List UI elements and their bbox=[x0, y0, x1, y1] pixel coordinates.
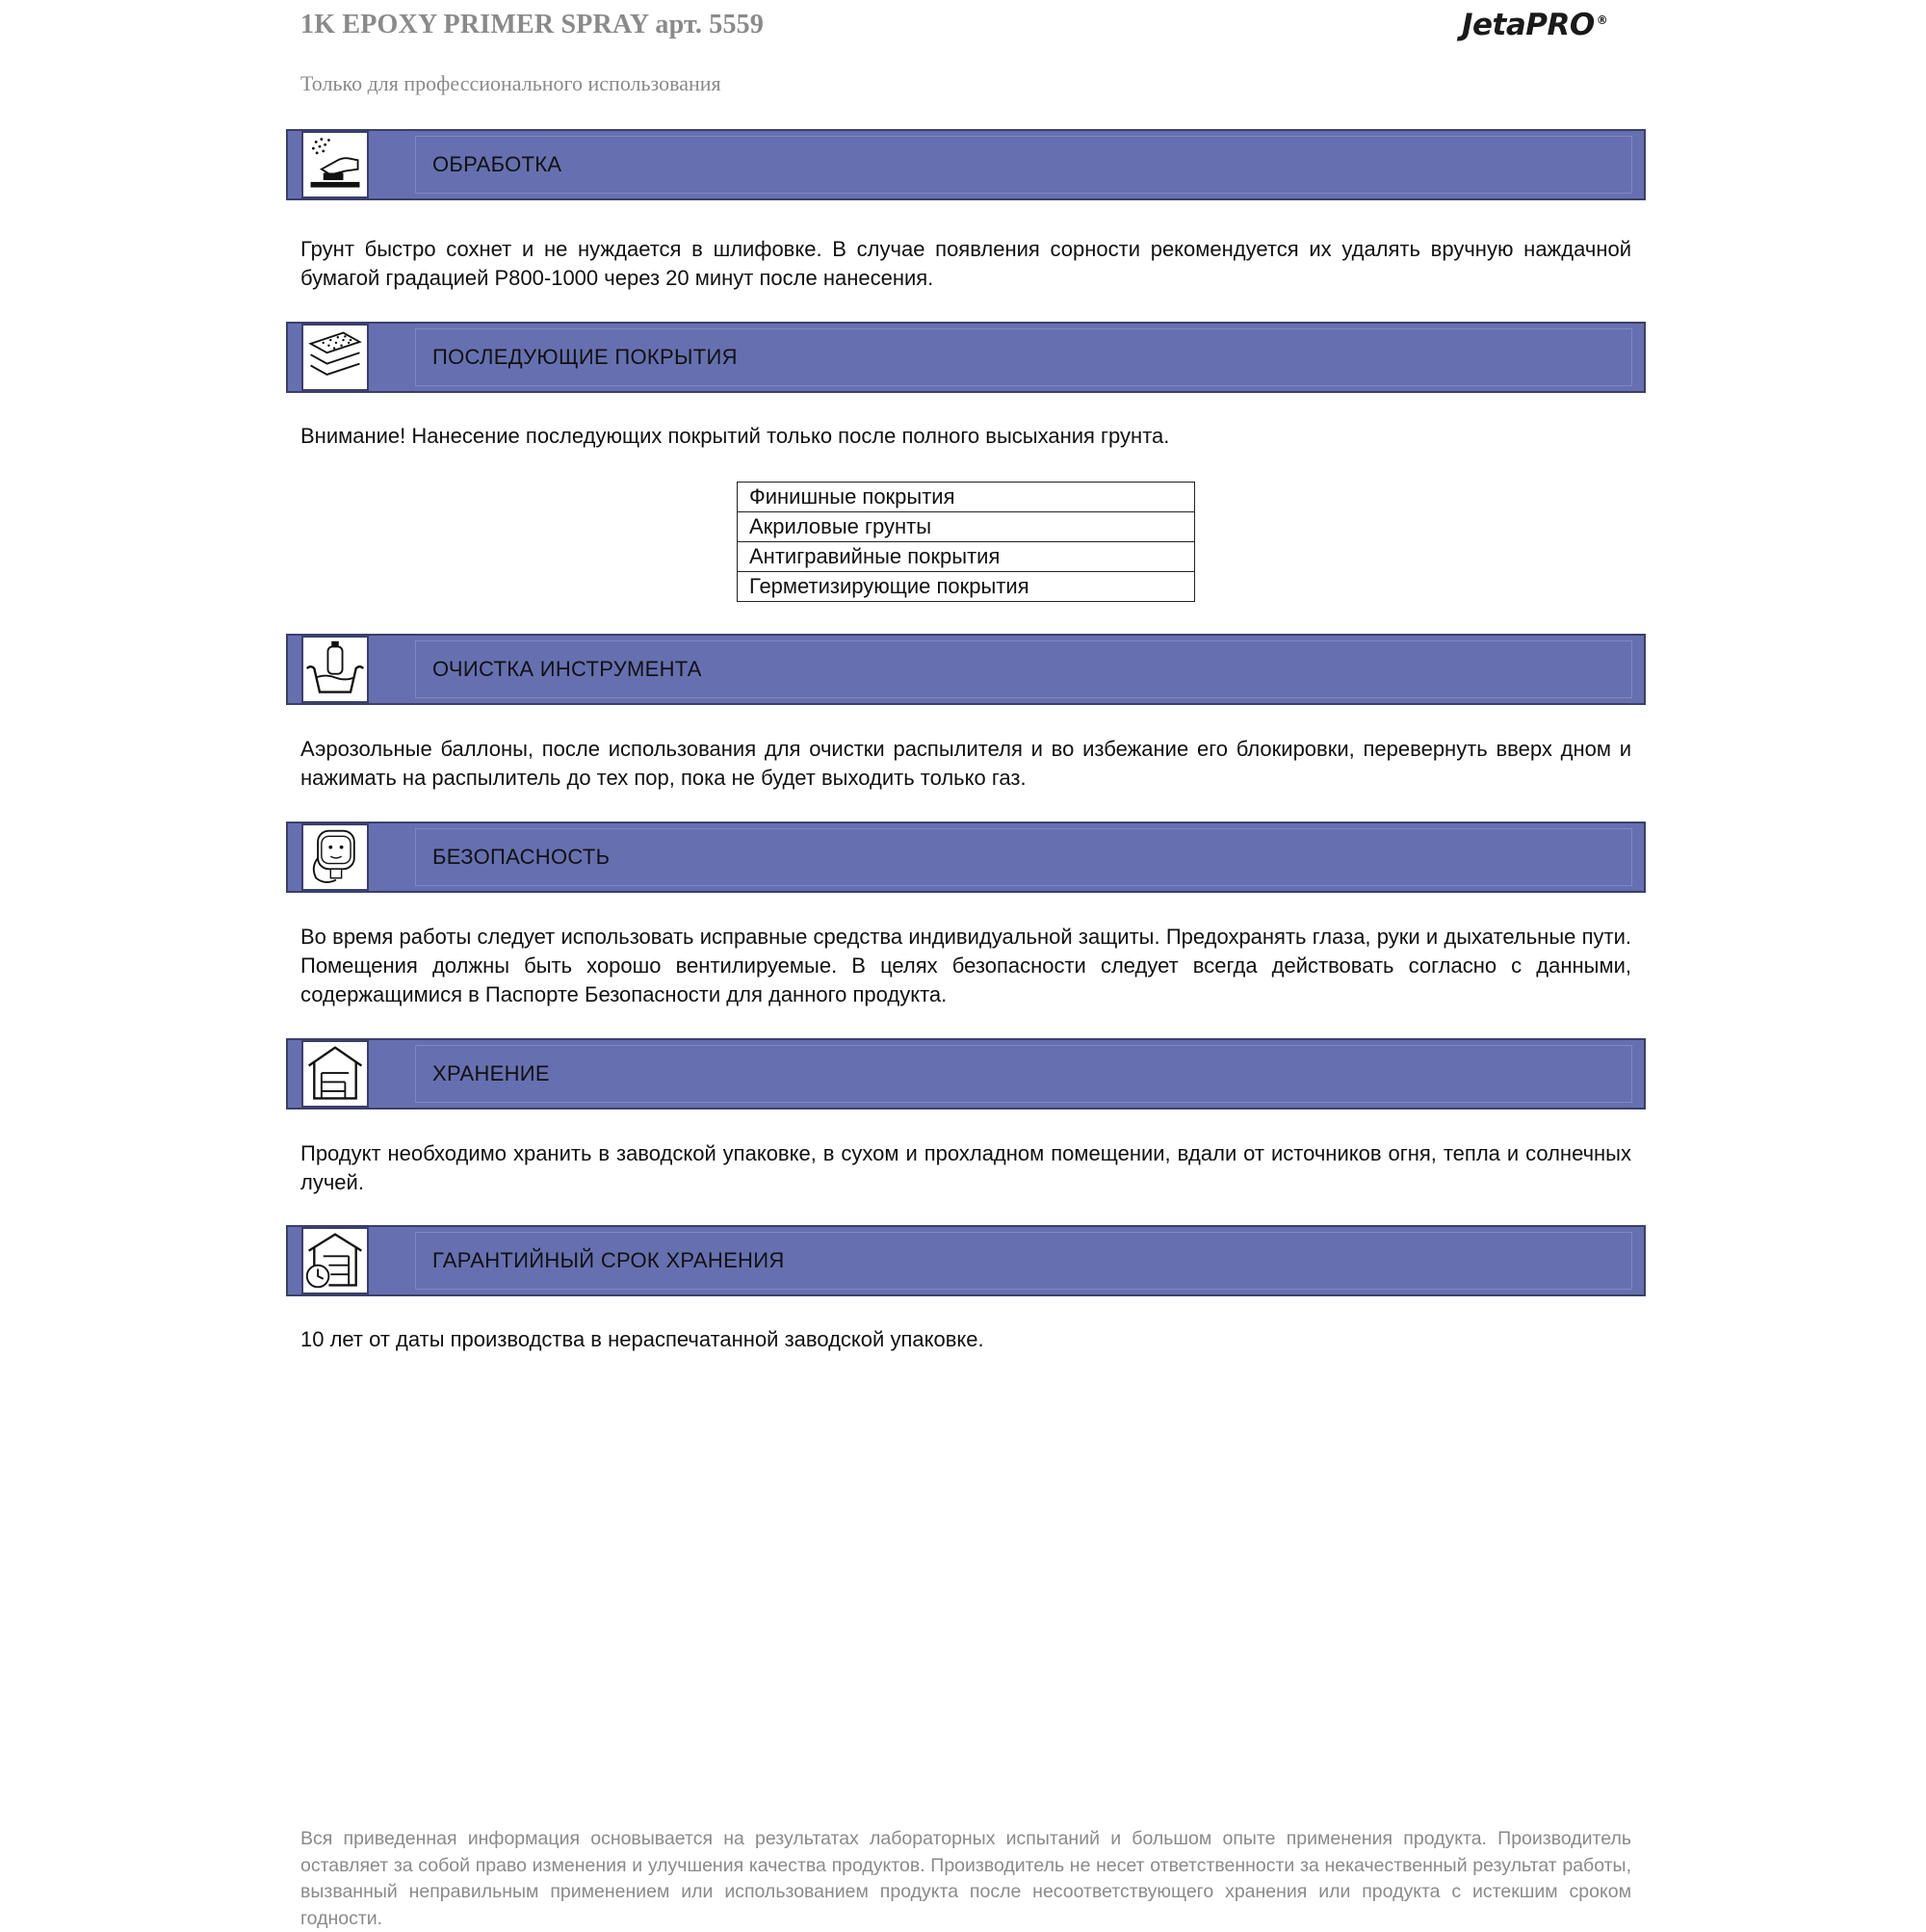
section-header-subsequent-coatings bbox=[286, 322, 1646, 393]
page-subtitle: Только для профессионального использования bbox=[300, 71, 721, 95]
warehouse-clock-icon bbox=[301, 1227, 369, 1294]
warehouse-icon bbox=[301, 1040, 369, 1108]
table-row bbox=[738, 512, 1195, 542]
page-title: 1K EPOXY PRIMER SPRAY арт. 5559 bbox=[300, 10, 765, 39]
face-shield-respirator-icon bbox=[301, 823, 369, 891]
section-title: ОЧИСТКА ИНСТРУМЕНТА bbox=[432, 657, 702, 681]
section-title: БЕЗОПАСНОСТЬ bbox=[432, 845, 611, 869]
section-header-shelf-life bbox=[286, 1225, 1646, 1296]
section-text-shelf-life: 10 лет от даты производства в нераспечатанной заводской упаковке. bbox=[300, 1327, 984, 1351]
section-title: ОБРАБОТКА bbox=[432, 152, 562, 176]
table-row bbox=[738, 483, 1195, 512]
section-text-subsequent-coatings: Внимание! Нанесение последующих покрытий только после полного высыхания грунта. bbox=[300, 424, 1170, 448]
table-cell: Герметизирующие покрытия bbox=[738, 572, 1195, 602]
coatings-table bbox=[737, 482, 1195, 602]
table-cell: Акриловые грунты bbox=[738, 512, 1195, 542]
table-row bbox=[738, 542, 1195, 572]
spray-can-cleaning-icon bbox=[301, 636, 369, 703]
brand-logo bbox=[1462, 8, 1607, 46]
section-header-storage bbox=[286, 1038, 1646, 1110]
section-title: ГАРАНТИЙНЫЙ СРОК ХРАНЕНИЯ bbox=[432, 1248, 785, 1272]
section-header-safety bbox=[286, 822, 1646, 893]
footer-disclaimer: Вся приведенная информация основывается на результатах лабораторных испытаний и большом опыте применения продукта. Производитель оставляет за собой право изменения и улучшения качества продуктов. Производитель не несет ответственности за некачественный результат работы, вызванный неправильным применением или использованием продукта после несоответствующего хранения или продукта с истекшим сроком годности. bbox=[300, 1828, 1631, 1929]
table-row bbox=[738, 572, 1195, 602]
section-text-tool-cleaning: Аэрозольные баллоны, после использования для очистки распылителя и во избежание его блокировки, перевернуть вверх дном и нажимать на распылитель до тех пор, пока не будет выходить только газ. bbox=[300, 737, 1631, 790]
registered-mark: ® bbox=[1596, 13, 1608, 27]
sanding-hand-icon bbox=[301, 131, 369, 198]
logo-text: JetaPRO bbox=[1462, 8, 1595, 42]
section-header-processing bbox=[286, 129, 1646, 200]
section-text-safety: Во время работы следует использовать исправные средства индивидуальной защиты. Предохранять глаза, руки и дыхательные пути. Помещения должны быть хорошо вентилируемые. В целях безопасности следует всегда действовать согласно с данными, содержащимися в Паспорте Безопасности для данного продукта. bbox=[300, 925, 1631, 1006]
section-text-processing: Грунт быстро сохнет и не нуждается в шлифовке. В случае появления сорности рекомендуется их удалять вручную наждачной бумагой градацией P800-1000 через 20 минут после нанесения. bbox=[300, 237, 1631, 290]
layers-icon bbox=[301, 324, 369, 391]
section-header-tool-cleaning bbox=[286, 634, 1646, 705]
section-title: ХРАНЕНИЕ bbox=[432, 1061, 550, 1085]
section-text-storage: Продукт необходимо хранить в заводской упаковке, в сухом и прохладном помещении, вдали от источников огня, тепла и солнечных лучей. bbox=[300, 1141, 1631, 1194]
section-title: ПОСЛЕДУЮЩИЕ ПОКРЫТИЯ bbox=[432, 345, 738, 369]
table-cell: Антигравийные покрытия bbox=[738, 542, 1195, 572]
table-cell: Финишные покрытия bbox=[738, 483, 1195, 512]
